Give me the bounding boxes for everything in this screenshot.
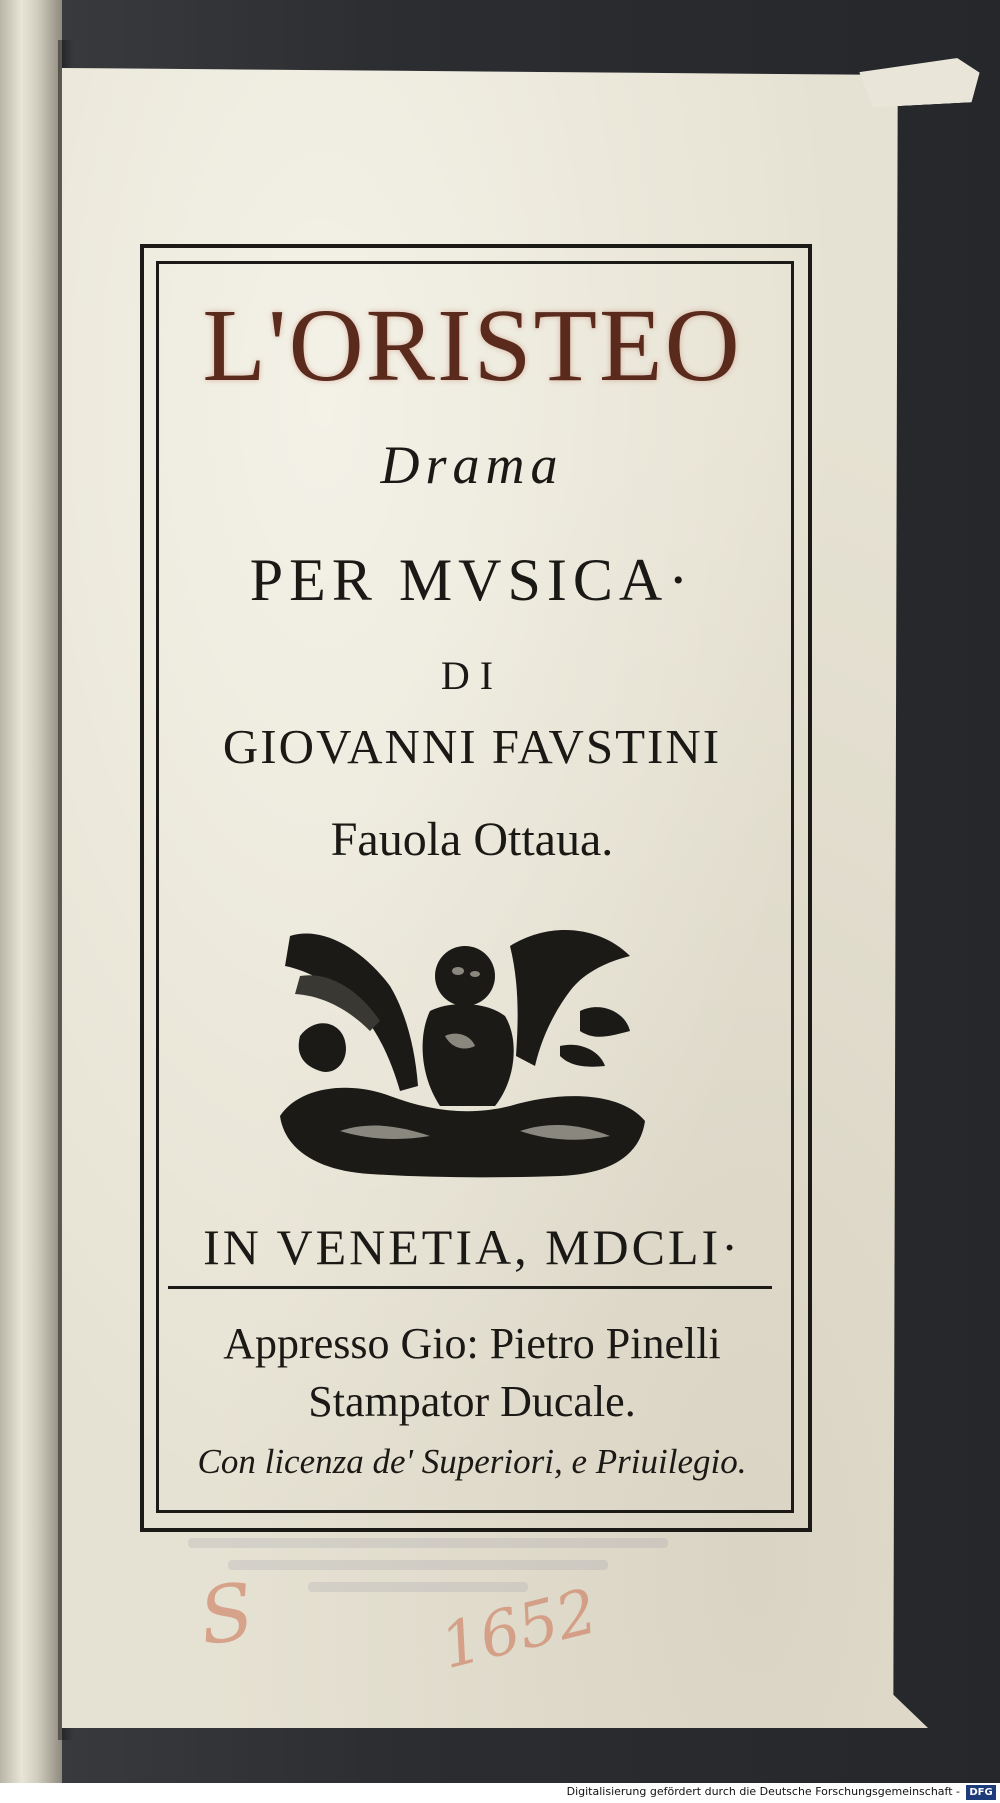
fauola-line: Fauola Ottaua.: [330, 813, 614, 866]
per-musica-line: PER MVSICA·: [249, 547, 695, 613]
imprint-line: IN VENETIA, MDCLI·: [203, 1219, 741, 1275]
publisher-line-2: Stampator Ducale.: [308, 1377, 636, 1426]
handwritten-shelfmark-left: S: [193, 1566, 260, 1664]
license-line: Con licenza de' Superiori, e Priuilegio.: [197, 1442, 747, 1481]
cherub-woodcut: [280, 916, 650, 1186]
genre-line: Drama: [380, 435, 564, 495]
publisher-line-1: Appresso Gio: Pietro Pinelli: [223, 1319, 721, 1368]
handwritten-shelfmark-right: 1652: [433, 1573, 605, 1684]
di-line: DI: [440, 653, 504, 698]
cherub-head-icon: [435, 946, 495, 1006]
imprint-rule: [168, 1286, 772, 1289]
author-line: GIOVANNI FAVSTINI: [222, 719, 722, 774]
dfg-logo: DFG: [966, 1785, 996, 1800]
cherub-body-icon: [423, 1004, 514, 1106]
book-binding: [0, 0, 62, 1803]
book-title: L'ORISTEO: [202, 288, 742, 403]
flower-left-icon: [299, 1023, 346, 1072]
funding-credit: Digitalisierung gefördert durch die Deutsche Forschungsgemeinschaft -: [566, 1785, 960, 1798]
